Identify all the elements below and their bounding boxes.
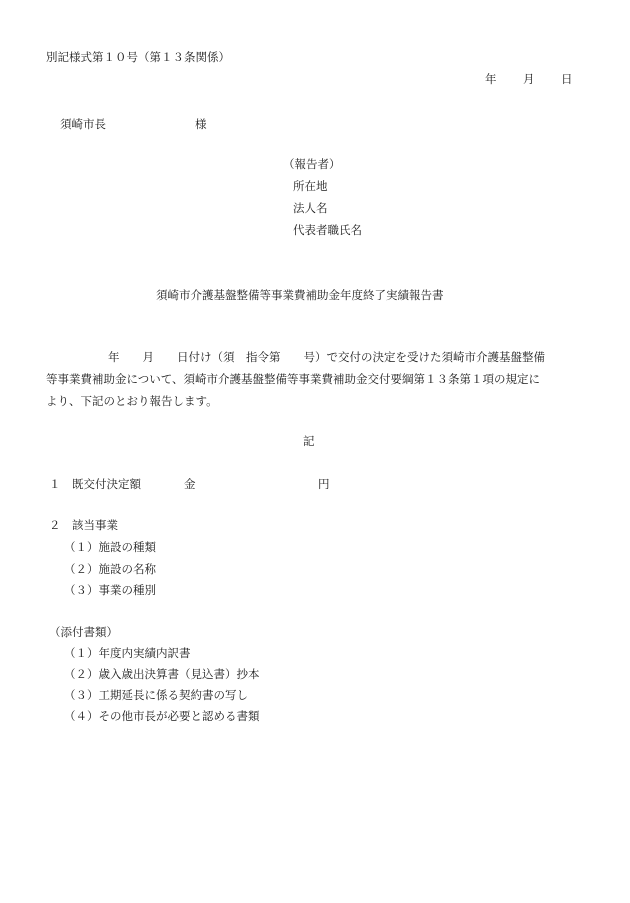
attachment-3: （３）工期延長に係る契約書の写し xyxy=(64,688,248,702)
reporter-address: 所在地 xyxy=(293,179,328,193)
reporter-heading: （報告者） xyxy=(283,157,341,171)
item1-yen: 円 xyxy=(318,477,330,491)
addressee-name: 須崎市長 xyxy=(60,117,106,131)
addressee-honorific: 様 xyxy=(195,117,207,131)
attachments-heading: （添付書類） xyxy=(49,625,118,639)
body-line-1: 年 月 日付け（須 指令第 号）で交付の決定を受けた須崎市介護基盤整備 xyxy=(108,350,545,364)
attachment-2: （２）歳入歳出決算書（見込書）抄本 xyxy=(64,667,260,681)
date-day: 日 xyxy=(561,72,573,86)
item1-kin: 金 xyxy=(184,477,196,491)
reporter-corp-name: 法人名 xyxy=(293,201,328,215)
body-line-2: 等事業費補助金について、須崎市介護基盤整備等事業費補助金交付要綱第１３条第１項の規定に xyxy=(46,372,541,386)
reporter-rep-name: 代表者職氏名 xyxy=(293,223,362,237)
item2-sub-2: （２）施設の名称 xyxy=(64,562,156,576)
ki-heading: 記 xyxy=(303,434,315,448)
date-month: 月 xyxy=(523,72,535,86)
date-year: 年 xyxy=(485,72,497,86)
body-line-3: より、下記のとおり報告します。 xyxy=(46,394,218,408)
item1-label: １ 既交付決定額 xyxy=(49,477,141,491)
attachment-1: （１）年度内実績内訳書 xyxy=(64,646,191,660)
item2-sub-3: （３）事業の種別 xyxy=(64,583,156,597)
item2-label: ２ 該当事業 xyxy=(49,518,118,532)
item2-sub-1: （１）施設の種類 xyxy=(64,540,156,554)
form-number: 別記様式第１０号（第１３条関係） xyxy=(46,50,230,64)
document-title: 須崎市介護基盤整備等事業費補助金年度終了実績報告書 xyxy=(156,288,444,302)
attachment-4: （４）その他市長が必要と認める書類 xyxy=(64,709,260,723)
